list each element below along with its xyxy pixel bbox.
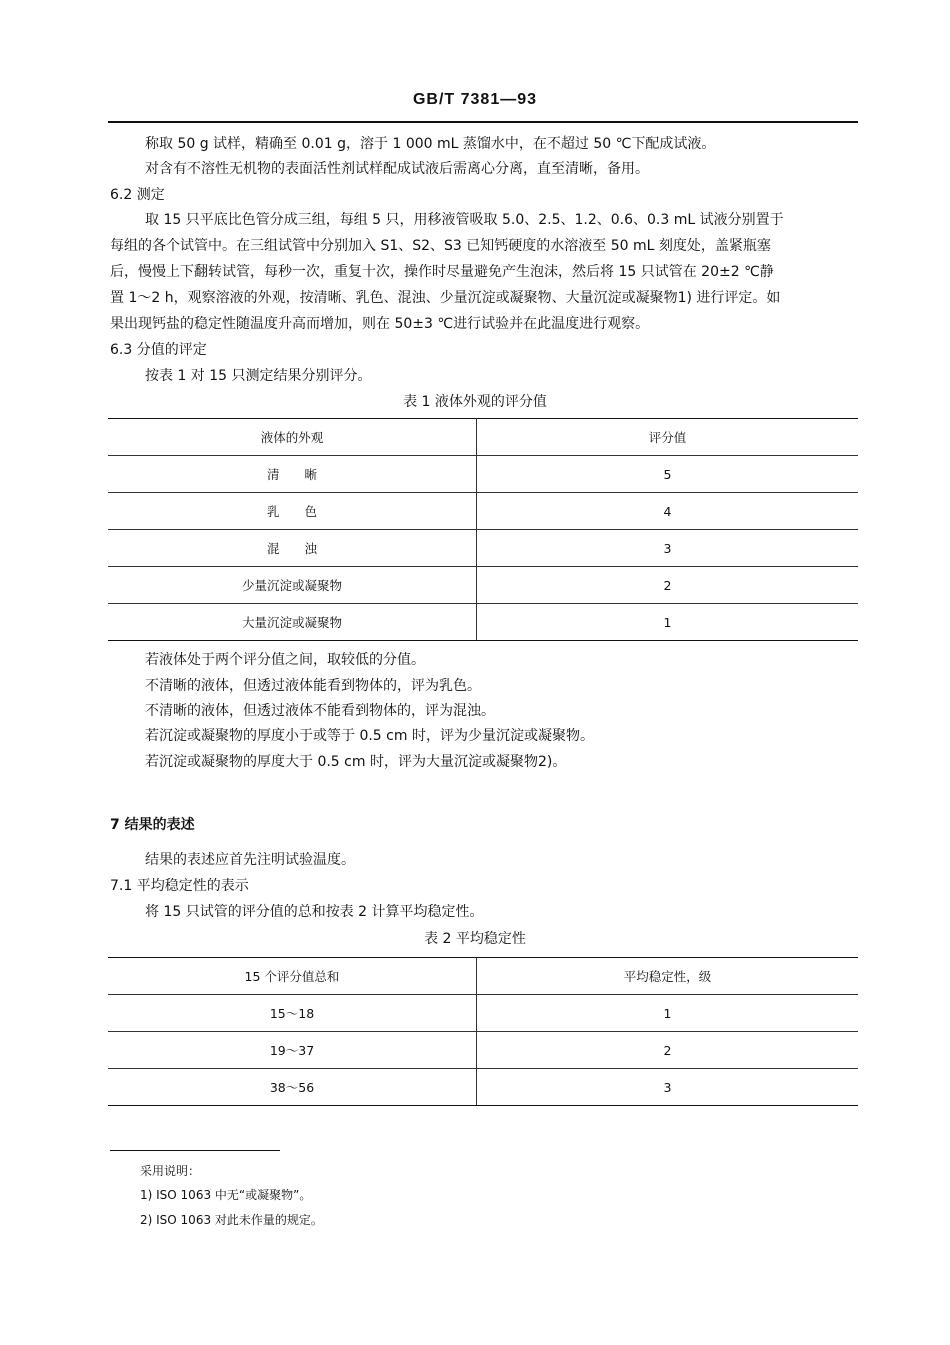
note: 不清晰的液体，但透过液体能看到物体的，评为乳色。 [145,678,481,694]
cell: 少量沉淀或凝聚物 [108,567,477,604]
cell: 3 [477,530,859,567]
table-header-row [108,419,858,456]
paragraph: 称取 50 g 试样，精确至 0.01 g，溶于 1 000 mL 蒸馏水中，在不超过 50 ℃下配成试液。 [145,136,716,152]
cell: 15～18 [108,995,477,1032]
cell: 混 浊 [108,530,477,567]
paragraph-line: 取 15 只平底比色管分成三组，每组 5 只，用移液管吸取 5.0、2.5、1.2、0.6、0.3 mL 试液分别置于 [145,212,784,228]
cell: 5 [477,456,859,493]
table-row [108,493,858,530]
table2-title: 表 2 平均稳定性 [424,931,526,947]
cell: 2 [477,1032,859,1069]
footnote-rule [110,1150,280,1151]
table-row [108,1032,858,1069]
table-header-row [108,958,858,995]
cell: 4 [477,493,859,530]
section-heading-6-3: 6.3 分值的评定 [110,342,207,358]
column-header: 平均稳定性，级 [477,958,859,995]
footnote-heading: 采用说明： [140,1164,201,1178]
table-row [108,567,858,604]
cell: 1 [477,604,859,641]
cell: 38～56 [108,1069,477,1106]
note: 不清晰的液体，但透过液体不能看到物体的，评为混浊。 [145,703,495,719]
paragraph-line: 置 1～2 h，观察溶液的外观，按清晰、乳色、混浊、少量沉淀或凝聚物、大量沉淀或凝聚物1) 进行评定。如 [110,290,781,306]
table-row [108,995,858,1032]
section-heading-7-1: 7.1 平均稳定性的表示 [110,878,249,894]
table1-title: 表 1 液体外观的评分值 [403,394,547,410]
table-row [108,1069,858,1106]
cell: 大量沉淀或凝聚物 [108,604,477,641]
paragraph-line: 果出现钙盐的稳定性随温度升高而增加，则在 50±3 ℃进行试验并在此温度进行观察。 [110,316,650,332]
table-row [108,604,858,641]
page-header: GB/T 7381—93 [412,91,538,108]
table-row [108,456,858,493]
paragraph-line: 后，慢慢上下翻转试管，每秒一次，重复十次，操作时尽量避免产生泡沫，然后将 15 只试管在 20±2 ℃静 [110,264,774,280]
note: 若液体处于两个评分值之间，取较低的分值。 [145,652,425,668]
cell: 1 [477,995,859,1032]
table-row [108,530,858,567]
section-heading-6-2: 6.2 测定 [110,187,165,203]
column-header: 评分值 [477,419,859,456]
column-header: 15 个评分值总和 [108,958,477,995]
note: 若沉淀或凝聚物的厚度大于 0.5 cm 时，评为大量沉淀或凝聚物2)。 [145,754,567,770]
cell: 2 [477,567,859,604]
cell: 19～37 [108,1032,477,1069]
paragraph: 对含有不溶性无机物的表面活性剂试样配成试液后需离心分离，直至清晰，备用。 [145,161,649,177]
table-2 [108,957,858,1106]
cell: 3 [477,1069,859,1106]
cell: 清 晰 [108,456,477,493]
paragraph: 按表 1 对 15 只测定结果分别评分。 [145,368,372,384]
header-rule [108,121,858,123]
note: 若沉淀或凝聚物的厚度小于或等于 0.5 cm 时，评为少量沉淀或凝聚物。 [145,728,594,744]
section-heading-7: 7 结果的表述 [110,817,195,833]
paragraph-line: 每组的各个试管中。在三组试管中分别加入 S1、S2、S3 已知钙硬度的水溶液至 50 mL 刻度处，盖紧瓶塞 [110,238,771,254]
paragraph: 结果的表述应首先注明试验温度。 [145,852,355,868]
cell: 乳 色 [108,493,477,530]
column-header: 液体的外观 [108,419,477,456]
table-1 [108,418,858,641]
footnote: 1) ISO 1063 中无“或凝聚物”。 [140,1188,312,1202]
paragraph: 将 15 只试管的评分值的总和按表 2 计算平均稳定性。 [145,904,484,920]
footnote: 2) ISO 1063 对此未作量的规定。 [140,1213,323,1227]
